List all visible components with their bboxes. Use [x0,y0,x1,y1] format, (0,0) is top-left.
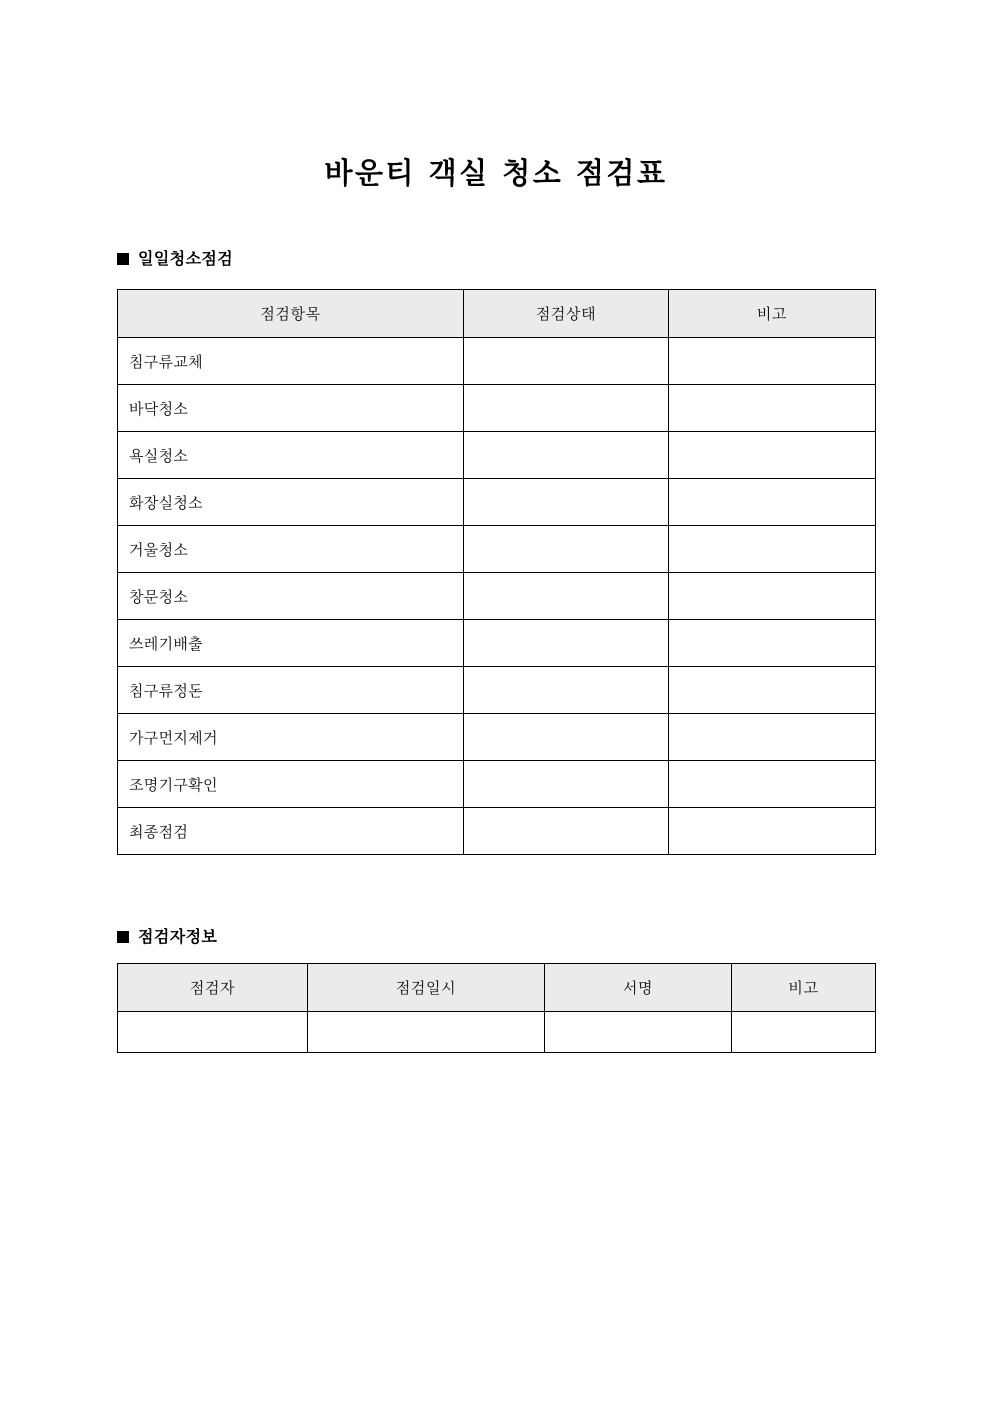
cell-item: 침구류정돈 [118,667,464,714]
section-heading-label: 일일청소점검 [138,249,234,268]
cell-status[interactable] [464,761,669,808]
cell-note[interactable] [669,714,876,761]
cell-note[interactable] [669,808,876,855]
cell-note[interactable] [669,761,876,808]
column-header-item: 점검항목 [118,290,464,338]
table-row [118,432,876,479]
cell-status[interactable] [464,714,669,761]
cell-note[interactable] [669,667,876,714]
inspector-info-table [117,963,876,1053]
table-row [118,573,876,620]
cell-item: 창문청소 [118,573,464,620]
cell-status[interactable] [464,808,669,855]
table-row [118,479,876,526]
table-row [118,714,876,761]
table-row [118,667,876,714]
cell-item: 바닥청소 [118,385,464,432]
table-row [118,526,876,573]
page-title: 바운티 객실 청소 점검표 [324,156,668,191]
cell-note[interactable] [669,432,876,479]
cell-item: 화장실청소 [118,479,464,526]
cell-signature[interactable] [545,1012,732,1053]
column-header-signature: 서명 [545,964,732,1012]
table-row [118,761,876,808]
column-header-inspector: 점검자 [118,964,308,1012]
cell-note[interactable] [669,338,876,385]
cell-note[interactable] [669,526,876,573]
filled-square-marker-icon [117,931,129,943]
cell-status[interactable] [464,667,669,714]
table-row [118,620,876,667]
cell-datetime[interactable] [308,1012,545,1053]
daily-cleaning-checklist-table [117,289,876,855]
column-header-note: 비고 [732,964,876,1012]
column-header-note: 비고 [669,290,876,338]
cell-note[interactable] [669,479,876,526]
cell-status[interactable] [464,526,669,573]
section-heading-daily-cleaning [117,251,233,267]
cell-inspector[interactable] [118,1012,308,1053]
cell-note[interactable] [732,1012,876,1053]
cell-item: 가구먼지제거 [118,714,464,761]
cell-status[interactable] [464,338,669,385]
table-header-row [118,290,876,338]
cell-item: 조명기구확인 [118,761,464,808]
cell-note[interactable] [669,385,876,432]
table-row [118,1012,876,1053]
cell-note[interactable] [669,573,876,620]
table-header-row [118,964,876,1012]
cell-note[interactable] [669,620,876,667]
table-row [118,808,876,855]
filled-square-marker-icon [117,253,129,265]
cell-item: 거울청소 [118,526,464,573]
table-row [118,338,876,385]
section-heading-inspector-info [117,929,217,945]
table-row [118,385,876,432]
cell-status[interactable] [464,479,669,526]
cell-item: 최종점검 [118,808,464,855]
cell-status[interactable] [464,385,669,432]
cell-status[interactable] [464,432,669,479]
section-heading-label: 점검자정보 [138,927,218,946]
column-header-status: 점검상태 [464,290,669,338]
cell-item: 욕실청소 [118,432,464,479]
column-header-datetime: 점검일시 [308,964,545,1012]
cell-status[interactable] [464,620,669,667]
cell-item: 침구류교체 [118,338,464,385]
cell-status[interactable] [464,573,669,620]
cell-item: 쓰레기배출 [118,620,464,667]
